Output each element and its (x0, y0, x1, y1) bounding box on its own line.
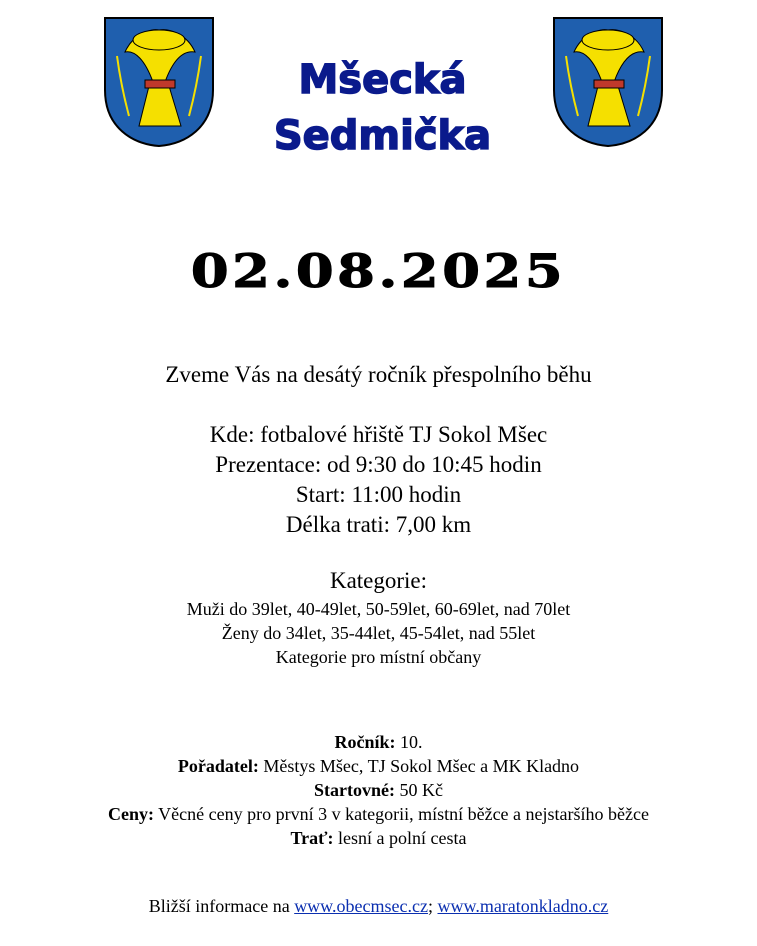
detail-value: Městys Mšec, TJ Sokol Mšec a MK Kladno (258, 756, 580, 776)
footer-info (0, 896, 757, 917)
detail-value: lesní a polní cesta (333, 828, 467, 848)
detail-value: 10. (395, 732, 423, 752)
info-registration: Prezentace: od 9:30 do 10:45 hodin (215, 452, 542, 477)
detail-edition (0, 730, 757, 754)
category-local: Kategorie pro místní občany (275, 647, 482, 667)
info-start: Start: 11:00 hodin (295, 482, 462, 507)
link-maratonkladno[interactable]: www.maratonkladno.cz (437, 896, 609, 916)
info-distance: Délka trati: 7,00 km (285, 512, 472, 537)
detail-prizes (0, 802, 757, 826)
detail-label: Ročník: (334, 732, 396, 752)
coat-of-arms-right-icon (552, 16, 664, 148)
page-title (215, 52, 550, 164)
category-women: Ženy do 34let, 35-44let, 45-54let, nad 55let (221, 623, 536, 643)
detail-label: Trať: (290, 828, 334, 848)
detail-track (0, 826, 757, 850)
categories-list (0, 597, 757, 669)
invitation-text: Zveme Vás na desátý ročník přespolního běhu (165, 362, 592, 387)
info-location: Kde: fotbalové hřiště TJ Sokol Mšec (209, 422, 548, 447)
category-men: Muži do 39let, 40-49let, 50-59let, 60-69let, nad 70let (186, 599, 571, 619)
event-info (0, 420, 757, 540)
footer-separator: ; (427, 896, 438, 916)
link-obecmsec[interactable]: www.obecmsec.cz (294, 896, 428, 916)
detail-value: 50 Kč (394, 780, 443, 800)
detail-label: Startovné: (314, 780, 395, 800)
detail-label: Ceny: (108, 804, 154, 824)
footer-prefix: Bližší informace na (148, 896, 295, 916)
detail-fee (0, 778, 757, 802)
title-line-1: Mšecká (298, 57, 467, 103)
event-date: 02.08.2025 (190, 244, 567, 298)
coat-of-arms-left-icon (103, 16, 215, 148)
detail-label: Pořadatel: (177, 756, 259, 776)
event-details (0, 730, 757, 850)
detail-organizer (0, 754, 757, 778)
categories-heading: Kategorie: (329, 568, 428, 593)
detail-value: Věcné ceny pro první 3 v kategorii, místní běžce a nejstaršího běžce (154, 804, 649, 824)
title-line-2: Sedmička (273, 113, 492, 159)
